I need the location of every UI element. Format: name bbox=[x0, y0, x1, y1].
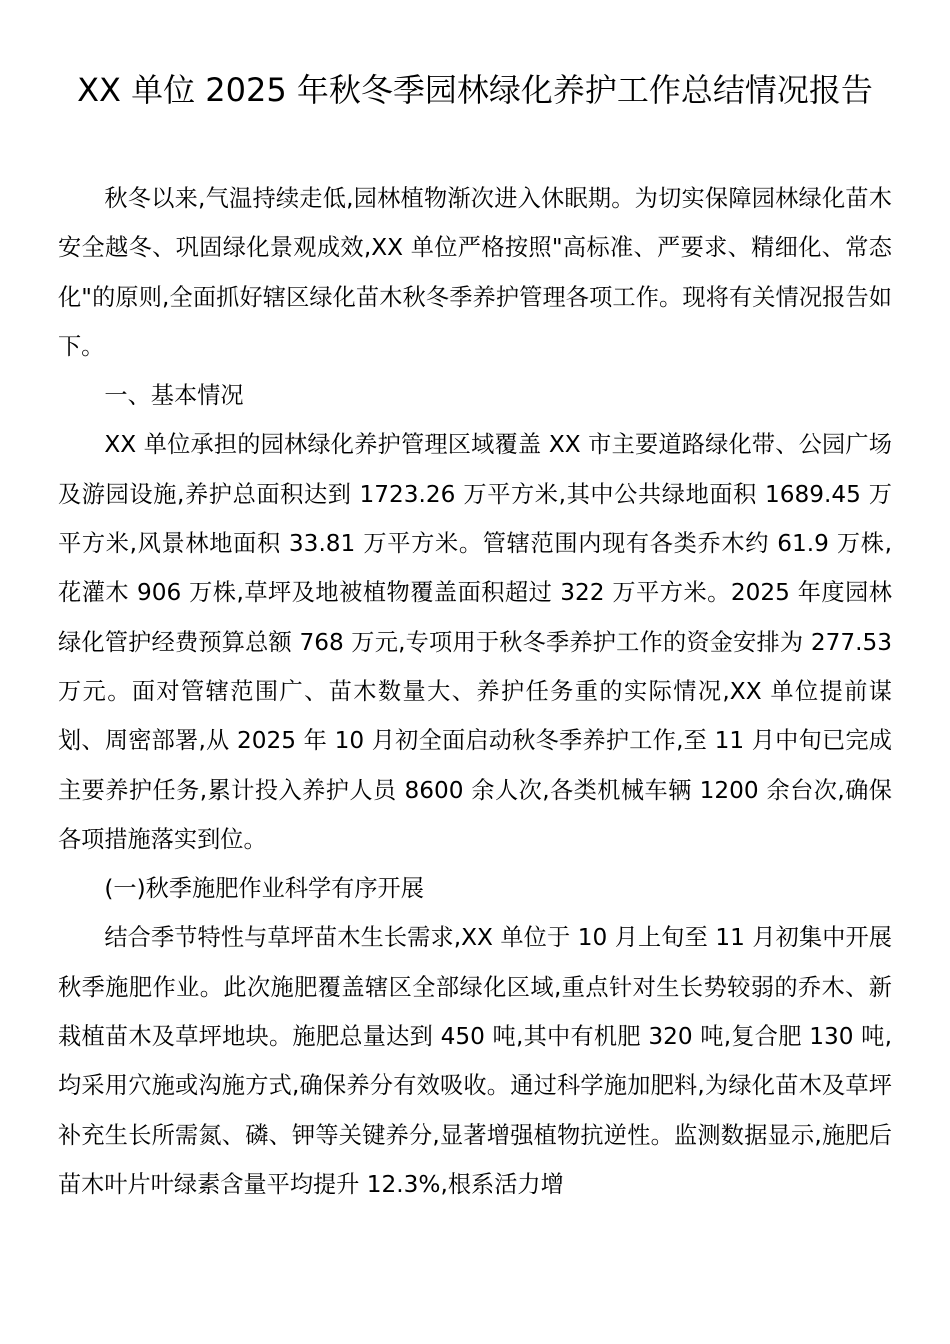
autumn-fertilization-paragraph: 结合季节特性与草坪苗木生长需求,XX 单位于 10 月上旬至 11 月初集中开展秋季施肥作业。此次施肥覆盖辖区全部绿化区域,重点针对生长势较弱的乔木、新栽植苗木及草坪地块。施肥总量达到 450 吨,其中有机肥 320 吨,复合肥 130 吨,均采用穴施或沟施方式,确保养分有效吸收。通过科学施加肥料,为绿化苗木及草坪补充生长所需氮、磷、钾等关键养分,显著增强植物抗逆性。监测数据显示,施肥后苗木叶片叶绿素含量平均提升 12.3%,根系活力增 bbox=[58, 924, 892, 1198]
section-heading-basic-situation: 一、基本情况 bbox=[104, 382, 244, 410]
subsection-heading-autumn-fertilization: (一)秋季施肥作业科学有序开展 bbox=[104, 875, 424, 903]
intro-paragraph: 秋冬以来,气温持续走低,园林植物渐次进入休眠期。为切实保障园林绿化苗木安全越冬、巩固绿化景观成效,XX 单位严格按照"高标准、严要求、精细化、常态化"的原则,全面抓好辖区绿化苗木秋冬季养护管理各项工作。现将有关情况报告如下。 bbox=[58, 185, 892, 360]
basic-situation-paragraph: XX 单位承担的园林绿化养护管理区域覆盖 XX 市主要道路绿化带、公园广场及游园设施,养护总面积达到 1723.26 万平方米,其中公共绿地面积 1689.45 万平方米,风景林地面积 33.81 万平方米。管辖范围内现有各类乔木约 61.9 万株,花灌木 906 万株,草坪及地被植物覆盖面积超过 322 万平方米。2025 年度园林绿化管护经费预算总额 768 万元,专项用于秋冬季养护工作的资金安排为 277.53 万元。面对管辖范围广、苗木数量大、养护任务重的实际情况,XX 单位提前谋划、周密部署,从 2025 年 10 月初全面启动秋冬季养护工作,至 11 月中旬已完成主要养护任务,累计投入养护人员 8600 余人次,各类机械车辆 1200 余台次,确保各项措施落实到位。 bbox=[58, 431, 892, 853]
document-page bbox=[58, 66, 892, 1209]
document-title: XX 单位 2025 年秋冬季园林绿化养护工作总结情况报告 bbox=[77, 71, 873, 109]
